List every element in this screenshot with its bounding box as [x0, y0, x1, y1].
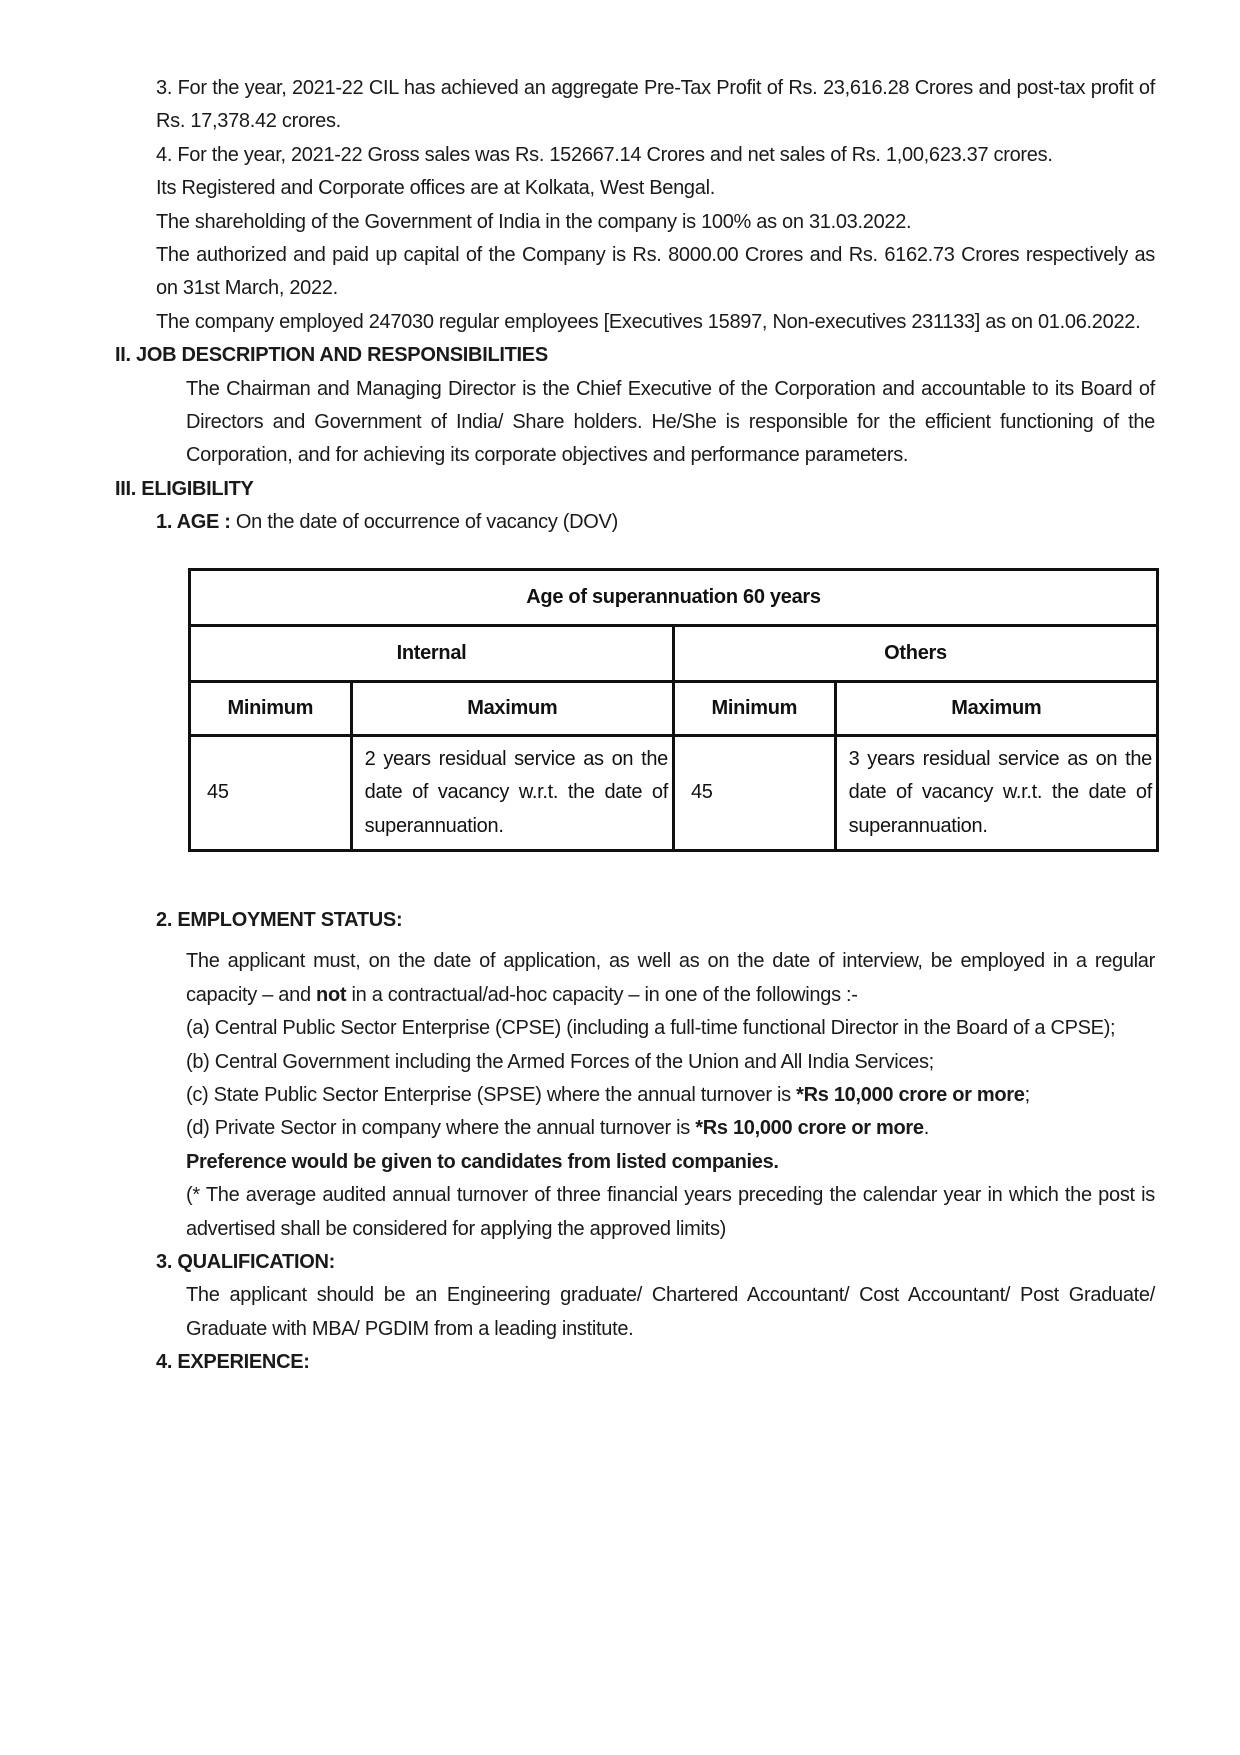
- age-table-cell-others-minimum: 45: [673, 735, 835, 850]
- employment-status-preference-note: Preference would be given to candidates from listed companies.: [186, 1150, 779, 1173]
- item-heading-qualification: 3. QUALIFICATION:: [156, 1250, 335, 1273]
- employment-status-item-d-post: .: [923, 1117, 929, 1140]
- employment-status-item-a: (a) Central Public Sector Enterprise (CPSE) (including a full-time functional Director in the Board of a CPSE);: [186, 1017, 1116, 1040]
- intro-paragraph-4: 4. For the year, 2021-22 Gross sales was Rs. 152667.14 Crores and net sales of Rs. 1,00,623.37 crores.: [156, 143, 1053, 166]
- employment-status-item-c-bold: *Rs 10,000 crore or more: [796, 1083, 1025, 1106]
- age-table-cell-internal-minimum: 45: [190, 735, 352, 850]
- employment-status-footnote: (* The average audited annual turnover of three financial years preceding the calendar year in which the post is advertised shall be considered for applying the approved limits): [186, 1184, 1155, 1240]
- intro-offices-line: Its Registered and Corporate offices are at Kolkata, West Bengal.: [156, 177, 715, 200]
- item-heading-employment-status: 2. EMPLOYMENT STATUS:: [156, 908, 403, 931]
- age-table-header-others-maximum: Maximum: [835, 681, 1157, 735]
- employment-status-item-b: (b) Central Government including the Armed Forces of the Union and All India Services;: [186, 1050, 934, 1073]
- employment-status-intro-bold: not: [316, 983, 347, 1006]
- age-table-group-row: [190, 625, 1158, 681]
- age-table-header-row: [190, 681, 1158, 735]
- age-table-header-internal-maximum: Maximum: [351, 681, 673, 735]
- age-item-label: 1. AGE :: [156, 511, 231, 534]
- age-table-data-row: [190, 735, 1158, 850]
- age-item-line: [156, 506, 1155, 539]
- intro-paragraph-3: 3. For the year, 2021-22 CIL has achieved an aggregate Pre-Tax Profit of Rs. 23,616.28 Crores and post-tax profit of Rs. 17,378.42 crores.: [156, 77, 1155, 133]
- item-heading-experience: 4. EXPERIENCE:: [156, 1351, 310, 1374]
- employment-status-item-c-pre: (c) State Public Sector Enterprise (SPSE) where the annual turnover is: [186, 1083, 797, 1106]
- employment-status-intro-post: in a contractual/ad-hoc capacity – in one of the followings :-: [346, 983, 858, 1006]
- intro-shareholding-line: The shareholding of the Government of India in the company is 100% as on 31.03.2022.: [156, 210, 912, 233]
- employment-status-item-c-post: ;: [1024, 1083, 1030, 1106]
- age-table-cell-others-maximum: 3 years residual service as on the date of vacancy w.r.t. the date of superannuation.: [835, 735, 1157, 850]
- intro-capital-line: The authorized and paid up capital of the Company is Rs. 8000.00 Crores and Rs. 6162.73 Crores respectively as on 31st March, 2022.: [156, 244, 1155, 300]
- age-table-title-row: [190, 569, 1158, 625]
- age-table-group-others: Others: [673, 625, 1157, 681]
- age-table-cell-internal-maximum: 2 years residual service as on the date of vacancy w.r.t. the date of superannuation.: [351, 735, 673, 850]
- section-heading-eligibility: III. ELIGIBILITY: [115, 477, 254, 500]
- section-heading-job-description: II. JOB DESCRIPTION AND RESPONSIBILITIES: [115, 344, 548, 367]
- intro-employees-line: The company employed 247030 regular employees [Executives 15897, Non-executives 231133] as on 01.06.2022.: [156, 310, 1141, 333]
- employment-status-intro-pre: The applicant must, on the date of application, as well as on the date of interview, be employed in a regular capacity – and: [186, 950, 1155, 1006]
- age-table-title: Age of superannuation 60 years: [190, 569, 1158, 625]
- employment-status-item-d: [186, 1112, 1155, 1145]
- employment-status-item-d-pre: (d) Private Sector in company where the annual turnover is: [186, 1117, 696, 1140]
- age-item-text: On the date of occurrence of vacancy (DOV): [230, 511, 618, 534]
- job-description-body: The Chairman and Managing Director is the Chief Executive of the Corporation and accountable to its Board of Directors and Government of India/ Share holders. He/She is responsible for the efficient functioning of the Corporation, and for achieving its corporate objectives and performance parameters.: [186, 377, 1155, 467]
- employment-status-item-c: [186, 1079, 1155, 1112]
- age-table-header-internal-minimum: Minimum: [190, 681, 352, 735]
- age-table: [188, 568, 1159, 852]
- age-table-group-internal: Internal: [190, 625, 674, 681]
- age-table-header-others-minimum: Minimum: [673, 681, 835, 735]
- qualification-body: The applicant should be an Engineering graduate/ Chartered Accountant/ Cost Accountant/ Post Graduate/ Graduate with MBA/ PGDIM from a leading institute.: [186, 1284, 1155, 1340]
- employment-status-intro: [186, 945, 1155, 1012]
- employment-status-item-d-bold: *Rs 10,000 crore or more: [695, 1117, 924, 1140]
